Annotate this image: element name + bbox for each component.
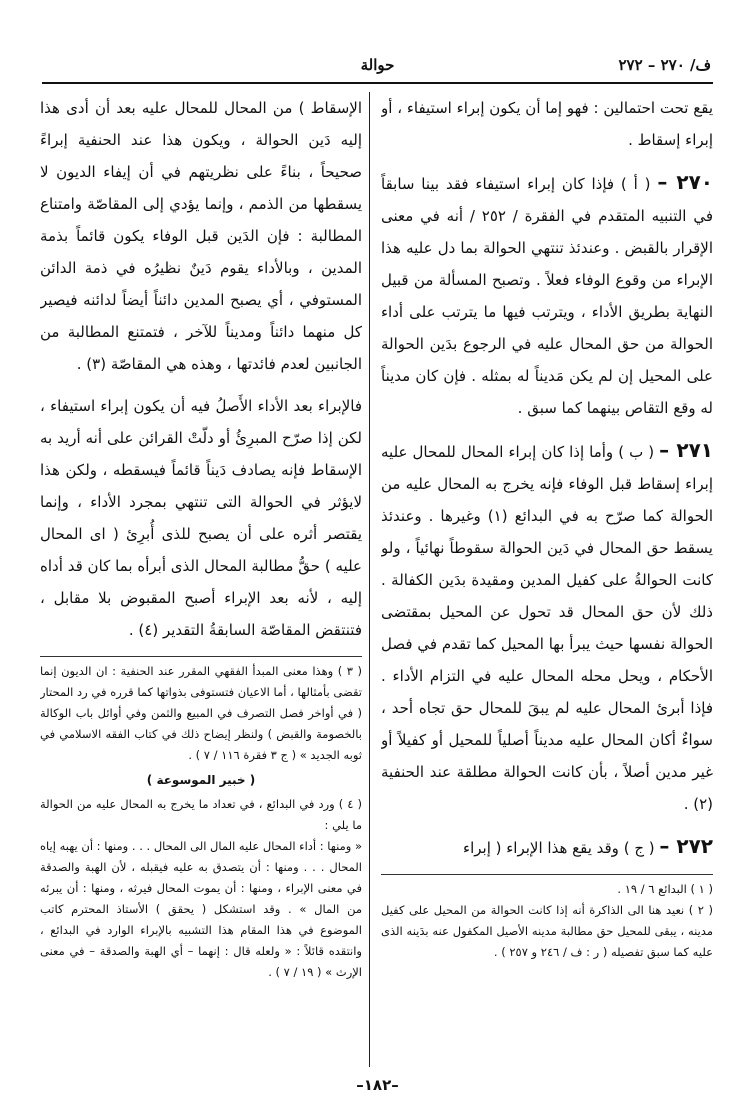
left-paragraph-2: فالإبراء بعد الأداء الأَصلُ فيه أن يكون إبراء استيفاء ، لكن إذا صرّح المبرِئُ أو دلّتْ القرائن على أنه أريد به الإسقاط فإنه يصادف دَيناً قائماً فيسقطه ، ولكن هذا لايؤثر في الحوالة التى تنتهي بمجرد الأداء ، وإنما يقتصر أثره على أن يصبح للذى أُبرِئ ( اى المحال عليه ) حقُّ مطالبة المحال الذى أبرأه بما كان قد أداه إليه ، لأنه بعد الإبراء أصبح المقبوض بلا مقابل ، فتنتقض المقاصّة السابقةُ التقدير (٤) . — [40, 397, 362, 639]
paragraph-text-272: ( ج ) وقد يقع هذا الإبراء ( إبراء — [463, 839, 655, 857]
footnote-4-line: « ومنها : أداء المحال عليه المال الى المحال . . . ومنها : أن يهبه إياه المحال . . . ومنها : أن يتصدق به عليه فيقبله ، لأن الهبة والصدقة في معنى الإبراء ، ومنها : أن يموت المحال فيرثه ، ومنها : أن يبرئه من المال » . وقد استشكل ( يحقق ) الأستاذ المحترم كاتب الموضوع في هذا المقام هذا التشبيه بالإبراء الوارد في البدائع ، وانتقده قائلاً : « ولعله قال : إنهما – أي الهبة والصدقة – في معنى الإرث » ( ١٩ / ٧ ) . — [40, 839, 362, 979]
paragraph-number-270: ٢٧٠ – — [657, 170, 713, 194]
footnote-separator — [40, 656, 362, 657]
paragraph-270 — [381, 166, 713, 424]
intro-paragraph: يقع تحت احتمالين : فهو إما أن يكون إبراء استيفاء ، أو إبراء إسقاط . — [381, 99, 713, 149]
footnote-separator — [381, 874, 713, 875]
paragraph-number-271: ٢٧١ – — [659, 438, 713, 462]
paragraph-text-270: ( أ ) فإذا كان إبراء استيفاء فقد بينا سابقاً في التنبيه المتقدم في الفقرة / ٢٥٢ / أنه في معنى الإقرار بالقبض . وعندئذ تنتهي الحوالة بما دل عليه هذا الإبراء من وقوع الوفاء فعلاً . وتصبح المسألة من قبيل النهاية بطريق الأداء ، ويترتب فيها ما يترتب على أداء الحوالة من حق المحال عليه في الرجوع بدَين الحوالة على المحيل إن لم يكن مَديناً له بمثله . فإن كان مديناً له وقع التقاص بينهما كما سبق . — [381, 175, 713, 417]
paragraph-272 — [381, 830, 713, 864]
left-column — [40, 92, 362, 1067]
column-divider — [369, 92, 370, 1067]
footnote-3: ( ٣ ) وهذا معنى المبدأ الفقهي المقرر عند الحنفية : ان الديون إنما تقضى بأمثالها ، أما الاعيان فتستوفى بذواتها كما قرره في رد المحتار ( في أواخر فصل التصرف في المبيع والثمن وفي أوائل باب الوكالة بالخصومة والقبض ) ولنظر إيضاح ذلك في كتاب الفقه الاسلامي في ثوبه الجديد » ( ج ٣ فقرة ١١٦ / ٧ ) . — [40, 664, 362, 762]
page-header — [42, 56, 713, 84]
paragraph-text-271: ( ب ) وأما إذا كان إبراء المحال للمحال عليه إبراء إسقاط قبل الوفاء فإنه يخرج به المحال عليه من الحوالة كما صرّح به في البدائع (١) وغيرها . وعندئذ يسقط حق المحال في دَين الحوالة سقوطاً نهائياً ، ولو كانت الحوالةُ على كفيل المدين ومقيدة بدَين الكفالة . ذلك لأن حق المحال قد تحول عن المحيل بمقتضى الحوالة نفسها حيث يبرأ بها المحيل كما تقدم في فصل الأحكام ، ويحل محله المحال عليه في التزام الأداء . فإذا أبرئ المحال عليه لم يبقَ للمحال حق تجاه أحد ، سواءٌ أكان المحال عليه مديناً أصلياً للمحيل أو كفيلاً أو غير مدين أصلاً ، بأن كانت الحوالة مطلقة عند الحنفية (٢) . — [381, 443, 713, 813]
paragraph-number-272: ٢٧٢ – — [659, 834, 713, 858]
footnote-2: ( ٢ ) نعيد هنا الى الذاكرة أنه إذا كانت الحوالة من المحيل على كفيل مدينه ، يبقى للمحيل حق مطالبة مدينه الأصيل المكفول عنه بدَينه الذى عليه كما سبق تفصيله ( ر : ف / ٢٤٦ و ٢٥٧ ) . — [381, 903, 713, 959]
page-number: –١٨٢– — [356, 1076, 399, 1094]
footnote-4-line: ( ٤ ) ورد في البدائع ، في تعداد ما يخرج به المحال عليه من الحوالة ما يلي : — [40, 797, 362, 832]
paragraph-271 — [381, 434, 713, 820]
section-reference: ف/ ٢٧٠ – ٢٧٢ — [618, 56, 711, 74]
running-title: حوالة — [360, 56, 395, 74]
left-paragraph-1: الإسقاط ) من المحال للمحال عليه بعد أن أدى هذا إليه دَين الحوالة ، ويكون هذا عند الحنفية إبراءً صحيحاً ، بناءً على نظريتهم في أن إيفاء الديون لا يسقطها من الذمم ، وإنما يؤدي إلى المقاصّة وامتناع المطالبة : فإن الدَين قبل الوفاء يكون قائماً بذمة المدين ، وبالأداء يقوم دَينٌ نظيرُه في ذمة الدائن المستوفي ، أي يصبح المدين دائناً أيضاً لدائنه فيصير كل منهما دائناً ومديناً للآخر ، فتمتنع المطالبة من الجانبين لعدم فائدتها ، وهذه هي المقاصّة (٣) . — [40, 99, 362, 373]
editor-tag: ( خبير الموسوعة ) — [146, 773, 256, 787]
footnote-1: ( ١ ) البدائع ٦ / ١٩ . — [617, 882, 713, 896]
right-column — [381, 92, 713, 1067]
